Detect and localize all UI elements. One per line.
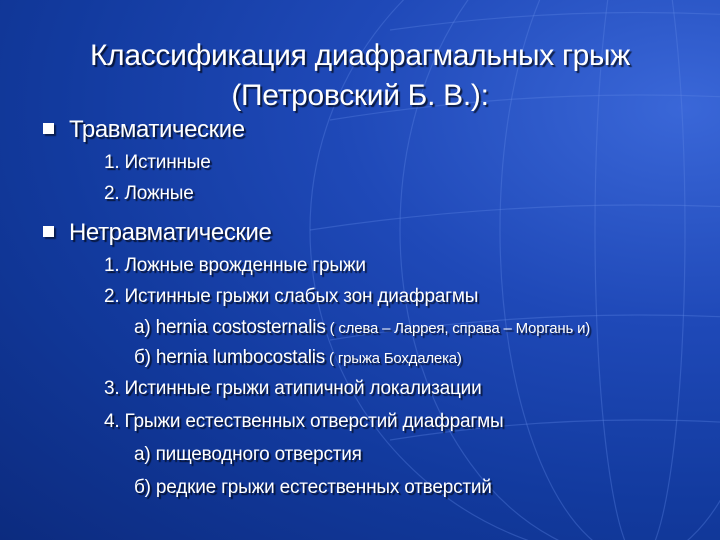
category-traumatic	[43, 116, 245, 144]
list-item	[104, 152, 211, 174]
list-item-text: б) редкие грыжи естественных отверстий	[134, 477, 492, 498]
square-bullet-icon	[43, 226, 54, 237]
list-item	[134, 477, 492, 499]
list-item-text: 4. Грыжи естественных отверстий диафрагмы	[104, 411, 504, 432]
list-item-text: 3. Истинные грыжи атипичной локализации	[104, 378, 482, 399]
category-nontraumatic	[43, 219, 271, 247]
square-bullet-icon	[43, 123, 54, 134]
list-item-note: ( слева – Ларрея, справа – Моргань и)	[325, 320, 591, 337]
list-item-text: б) hernia lumbocostalis	[134, 347, 326, 368]
list-item-note: ( грыжа Бохдалека)	[325, 350, 462, 367]
list-item	[104, 286, 478, 308]
list-item-text: 2. Ложные	[104, 183, 194, 204]
category-label: Нетравматические	[69, 219, 272, 246]
category-label: Травматические	[69, 116, 245, 143]
list-item	[104, 411, 503, 433]
title-line-2: (Петровский Б. В.):	[231, 79, 489, 112]
slide-title	[0, 36, 720, 116]
list-item-text: 1. Истинные	[104, 152, 211, 173]
title-line-1: Классификация диафрагмальных грыж	[89, 39, 631, 72]
list-item-text: а) hernia costosternalis	[134, 317, 326, 338]
list-item	[134, 444, 362, 466]
list-item-text: а) пищеводного отверстия	[134, 444, 362, 465]
list-item	[104, 255, 366, 277]
list-item	[134, 317, 590, 339]
list-item	[104, 183, 194, 205]
list-item	[104, 378, 482, 400]
list-item-text: 1. Ложные врожденные грыжи	[104, 255, 366, 276]
list-item	[134, 347, 462, 369]
list-item-text: 2. Истинные грыжи слабых зон диафрагмы	[104, 286, 479, 307]
